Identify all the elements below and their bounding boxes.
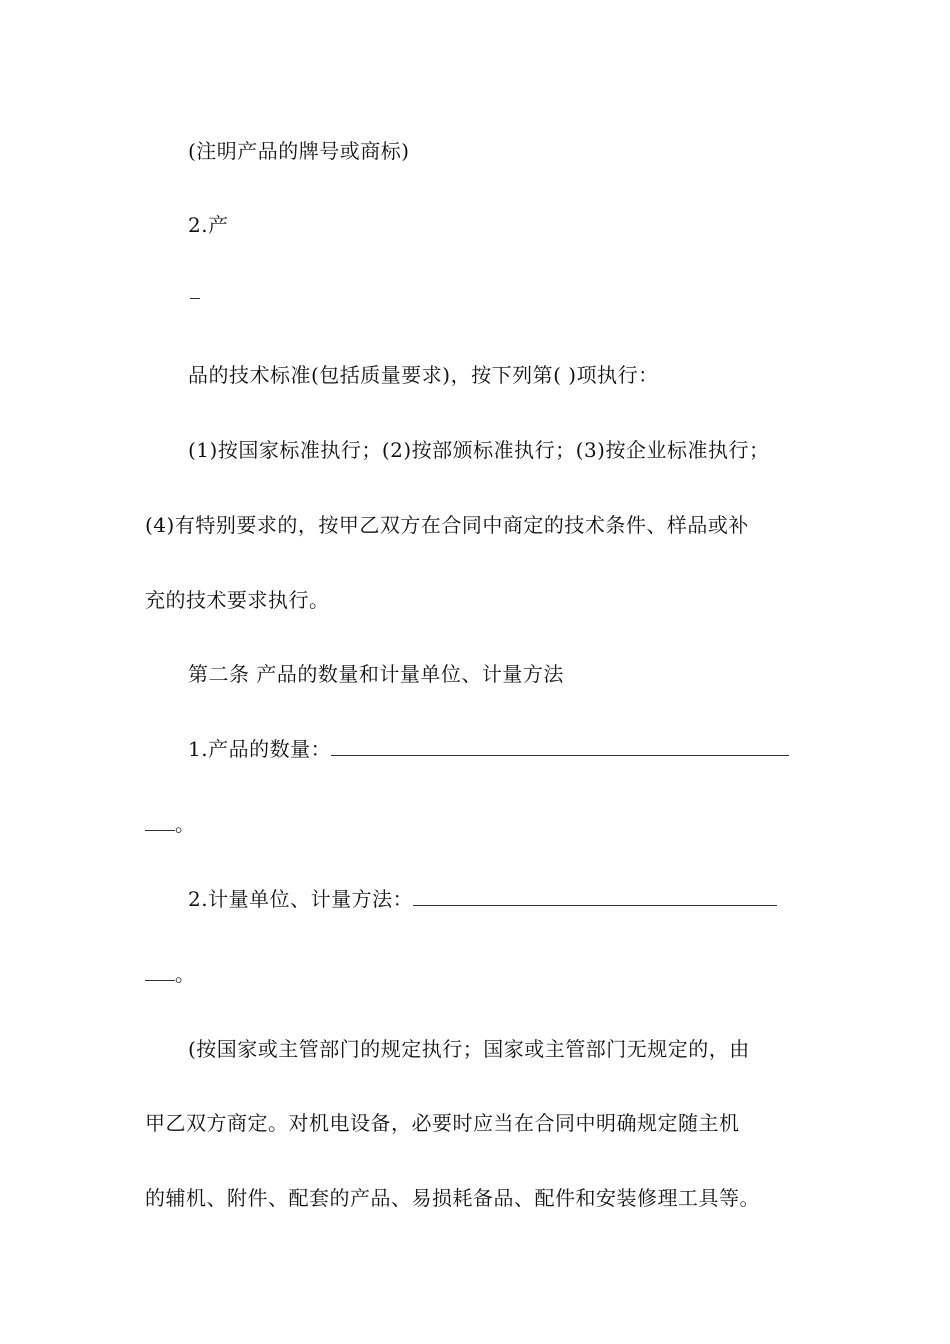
standard-options-line [188,436,770,464]
unit-method-blank-cont [145,962,175,981]
regulation-cont-line-2 [145,1184,760,1212]
special-requirement-line [145,511,749,539]
special-requirement-text: (4)有特别要求的，按甲乙双方在合同中商定的技术条件、样品或补 [145,513,749,537]
regulation-text: (按国家或主管部门的规定执行；国家或主管部门无规定的，由 [188,1037,750,1061]
quantity-period: 。 [175,812,196,836]
unit-method-blank [413,887,777,906]
standard-options-text: (1)按国家标准执行；(2)按部颁标准执行；(3)按企业标准执行； [188,438,770,462]
unit-method-label: 2.计量单位、计量方法： [188,887,414,911]
article-2-heading [188,660,564,688]
regulation-cont-text-1: 甲乙双方商定。对机电设备，必要时应当在合同中明确规定随主机 [145,1111,740,1135]
quantity-line [188,735,789,763]
special-requirement-cont-text: 充的技术要求执行。 [145,588,330,612]
quantity-cont-line [145,810,196,838]
regulation-cont-text-2: 的辅机、附件、配套的产品、易损耗备品、配件和安装修理工具等。 [145,1186,760,1210]
special-requirement-cont-line [145,586,330,614]
unit-method-period: 。 [175,962,196,986]
quantity-label: 1.产品的数量： [188,737,332,761]
unit-method-cont-line [145,960,196,988]
item-2-text: 2.产 [188,213,229,237]
quantity-blank-cont [145,812,175,831]
regulation-cont-line-1 [145,1109,740,1137]
unit-method-line [188,885,777,913]
brand-note-line [188,137,410,165]
regulation-line [188,1035,750,1063]
article-2-text: 第二条 产品的数量和计量单位、计量方法 [188,662,564,686]
brand-note-text: (注明产品的牌号或商标) [188,139,410,163]
tech-standard-text: 品的技术标准(包括质量要求)，按下列第( )项执行： [188,363,659,387]
quantity-blank [331,737,789,756]
tech-standard-line [188,361,659,389]
item-2-heading [188,211,229,239]
dash-mark [190,298,200,299]
